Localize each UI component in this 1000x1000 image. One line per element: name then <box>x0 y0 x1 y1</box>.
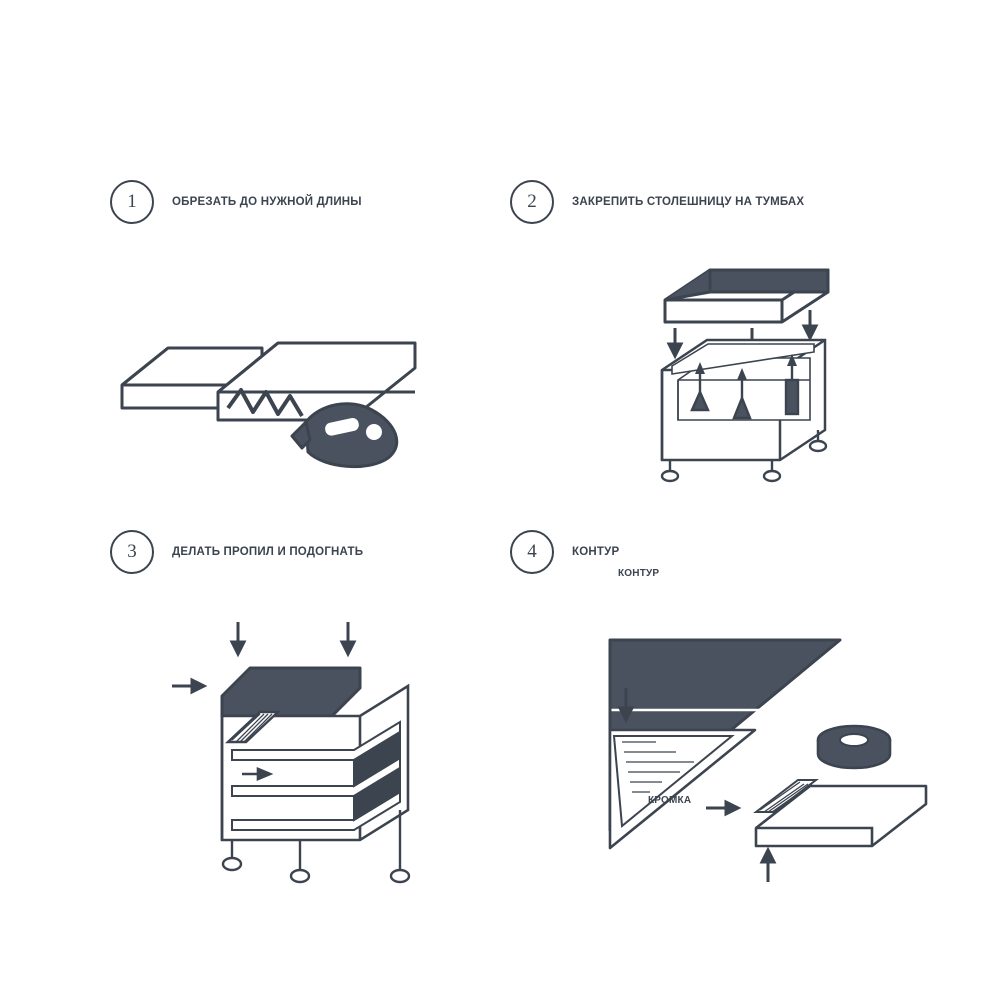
step-4-header <box>510 530 619 574</box>
edge-band-roll-icon <box>818 726 890 768</box>
step-1-header <box>110 180 362 224</box>
step-4-title: КОНТУР <box>572 546 620 558</box>
arrow-right-icon <box>172 680 204 692</box>
arrow-right-icon <box>706 802 738 814</box>
step-panel-4 <box>510 530 930 890</box>
step-2-title: ЗАКРЕПИТЬ СТОЛЕШНИЦУ НА ТУМБАХ <box>572 196 805 208</box>
step-2-illustration <box>510 240 930 505</box>
step-3-title: ДЕЛАТЬ ПРОПИЛ И ПОДОГНАТЬ <box>172 546 364 558</box>
worktop-cut-drawing <box>110 240 490 470</box>
caption-kromka: КРОМКА <box>648 795 692 806</box>
step-4-illustration <box>510 590 930 895</box>
step-1-illustration <box>110 240 490 475</box>
edge-band-drawing <box>510 590 930 890</box>
step-2-header <box>510 180 804 224</box>
step-panel-2 <box>510 180 930 500</box>
back-panel-icon <box>222 668 360 716</box>
cabinet-fit-drawing <box>110 590 500 890</box>
step-2-number: 2 <box>510 180 554 224</box>
step-3-number: 3 <box>110 530 154 574</box>
worktop-icon <box>665 270 828 322</box>
step-3-header <box>110 530 363 574</box>
caption-kontur: КОНТУР <box>618 568 660 579</box>
step-1-number: 1 <box>110 180 154 224</box>
arrow-up-icon <box>762 850 774 882</box>
step-3-illustration <box>110 590 500 895</box>
edge-band-icon <box>614 736 732 826</box>
step-panel-1 <box>110 180 490 480</box>
step-panel-3 <box>110 530 500 890</box>
applied-edge-icon <box>756 780 926 846</box>
step-1-title: ОБРЕЗАТЬ ДО НУЖНОЙ ДЛИНЫ <box>172 196 362 208</box>
step-4-number: 4 <box>510 530 554 574</box>
arrow-down-icon <box>232 622 354 654</box>
worktop-mount-drawing <box>510 240 930 500</box>
